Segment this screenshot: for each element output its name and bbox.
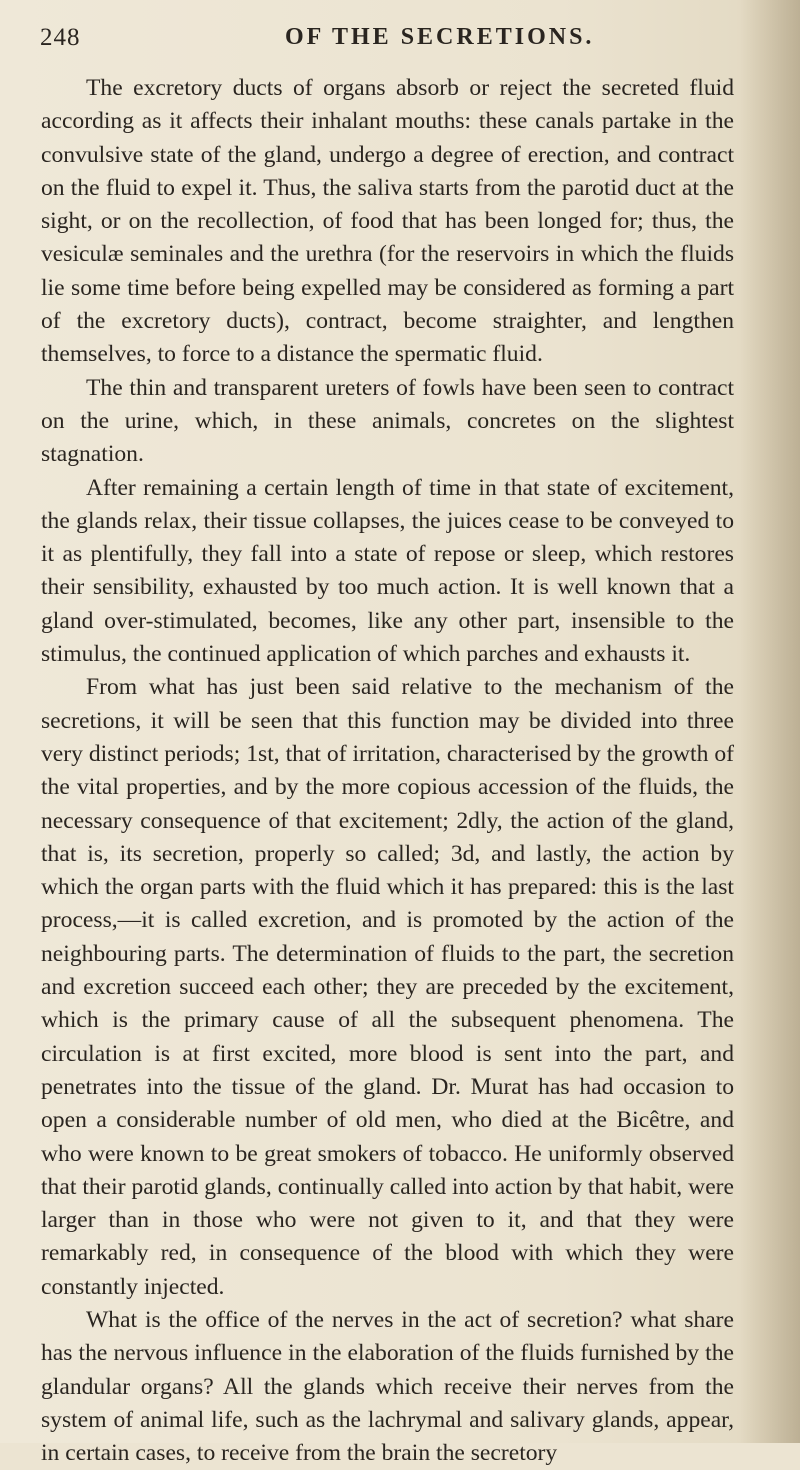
page-header [40,24,740,58]
paragraph-three-periods: From what has just been said relative to the mechanism of the secretions, it will be seen that this function may be divided into three very distinct periods; 1st, that of irritation, characterised by the growth of the vital properties, and by the more copious accession of the fluids, the necessary consequence of that excitement; 2dly, the action of the gland, that is, its secretion, properly so called; 3d, and lastly, the action by which the organ parts with the fluid which it has prepared: this is the last process,—it is called excretion, and is promoted by the action of the neighbouring parts. The determination of fluids to the part, the secretion and excretion succeed each other; they are preceded by the excitement, which is the primary cause of all the subsequent phenomena. The circulation is at first excited, more blood is sent into the part, and penetrates into the tissue of the gland. Dr. Murat has had occasion to open a considerable number of old men, who died at the Bicêtre, and who were known to be great smokers of tobacco. He uniformly observed that their parotid glands, continually called into action by that habit, were larger than in those who were not given to it, and that they were remarkably red, in consequence of the blood with which they were constantly injected. [41,674,734,1300]
page-number: 248 [40,24,81,51]
paragraph-glands-relax: After remaining a certain length of time in that state of excitement, the glands relax, their tissue collapses, the juices cease to be conveyed to it as plentifully, they fall into a state of repose or sleep, which restores their sensibility, exhausted by too much action. It is well known that a gland over-stimulated, becomes, like any other part, insensible to the stimulus, the continued application of which parches and exhausts it. [41,474,734,668]
paragraph-nerves-office: What is the office of the nerves in the act of secretion? what share has the nervous influence in the elaboration of the fluids furnished by the glandular organs? All the glands which receive their nerves from the system of animal life, such as the lachrymal and salivary glands, appear, in certain cases, to receive from the brain the secretory [41,1306,734,1467]
paragraph-excretory-ducts: The excretory ducts of organs absorb or reject the secreted fluid according as it affects their inhalant mouths: these canals partake in the convulsive state of the gland, undergo a degree of erection, and contract on the fluid to expel it. Thus, the saliva starts from the parotid duct at the sight, or on the recollection, of food that has been longed for; thus, the vesiculæ seminales and the urethra (for the reservoirs in which the fluids lie some time before being expelled may be considered as forming a part of the excretory ducts), contract, become straighter, and lengthen themselves, to force to a distance the spermatic fluid. [41,75,734,368]
page-gutter-shadow [740,0,800,1443]
body-text [41,72,734,1470]
running-head: OF THE SECRETIONS. [285,24,595,50]
paragraph-ureters-of-fowls: The thin and transparent ureters of fowls have been seen to contract on the urine, which, in these animals, concretes on the slightest stagnation. [41,374,734,468]
